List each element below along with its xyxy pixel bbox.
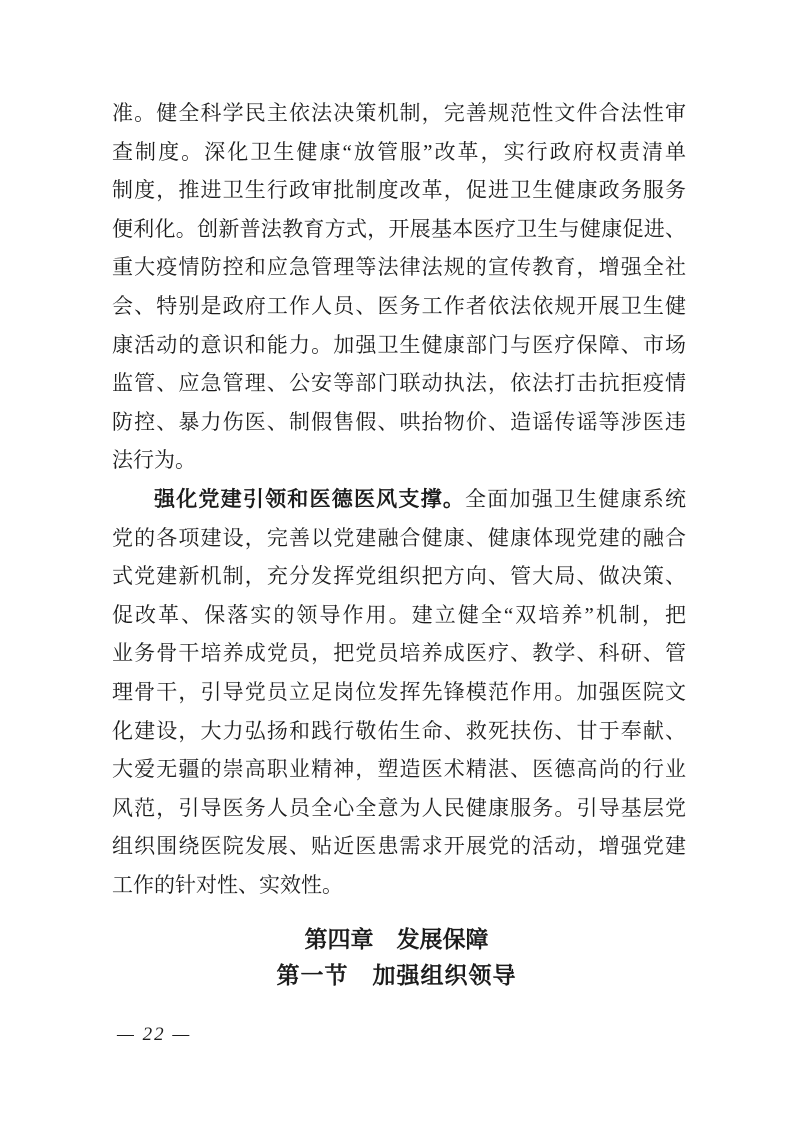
- text-line: 查制度。深化卫生健康“放管服”改革，实行政府权责清单: [112, 139, 686, 164]
- text-line: 制度，推进卫生行政审批制度改革，促进卫生健康政务服务: [112, 178, 686, 203]
- text-line: 监管、应急管理、公安等部门联动执法，依法打击抗拒疫情: [112, 371, 686, 396]
- text-line: 康活动的意识和能力。加强卫生健康部门与医疗保障、市场: [112, 332, 686, 357]
- text-line: 理骨干，引导党员立足岗位发挥先锋模范作用。加强医院文: [112, 679, 686, 704]
- text-line: 促改革、保落实的领导作用。建立健全“双培养”机制，把: [112, 602, 686, 627]
- text-line: 防控、暴力伤医、制假售假、哄抬物价、造谣传谣等涉医违: [112, 409, 686, 434]
- text-line: 风范，引导医务人员全心全意为人民健康服务。引导基层党: [112, 795, 686, 820]
- text-line: 化建设，大力弘扬和践行敬佑生命、救死扶伤、甘于奉献、: [112, 718, 686, 743]
- text-line: 法行为。: [112, 448, 196, 473]
- body-text: [112, 94, 686, 904]
- paragraph-continuation: [112, 94, 686, 480]
- paragraph-party-building: [112, 480, 686, 905]
- text-line: 党的各项建设，完善以党建融合健康、健康体现党建的融合: [112, 525, 686, 550]
- text-line: 大爱无疆的崇高职业精神，塑造医术精湛、医德高尚的行业: [112, 757, 686, 782]
- text-line: 式党建新机制，充分发挥党组织把方向、管大局、做决策、: [112, 564, 686, 589]
- text-line: 组织围绕医院发展、贴近医患需求开展党的活动，增强党建: [112, 834, 686, 859]
- text-line: 工作的针对性、实效性。: [112, 872, 343, 897]
- paragraph-lead-rest: 全面加强卫生健康系统: [465, 486, 687, 511]
- text-line: 会、特别是政府工作人员、医务工作者依法依规开展卫生健: [112, 293, 686, 318]
- paragraph-lead-bold: 强化党建引领和医德医风支撑。: [154, 486, 466, 511]
- page-number: — 22 —: [117, 1024, 192, 1045]
- text-line: 重大疫情防控和应急管理等法律法规的宣传教育，增强全社: [112, 255, 686, 280]
- text-line: 便利化。创新普法教育方式，开展基本医疗卫生与健康促进、: [112, 216, 686, 241]
- chapter-heading: 第四章 发展保障: [304, 927, 489, 952]
- section-heading: 第一节 加强组织领导: [276, 963, 517, 988]
- text-line: 准。健全科学民主依法决策机制，完善规范性文件合法性审: [112, 101, 686, 125]
- text-line: [112, 480, 686, 519]
- text-line: 业务骨干培养成党员，把党员培养成医疗、教学、科研、管: [112, 641, 686, 666]
